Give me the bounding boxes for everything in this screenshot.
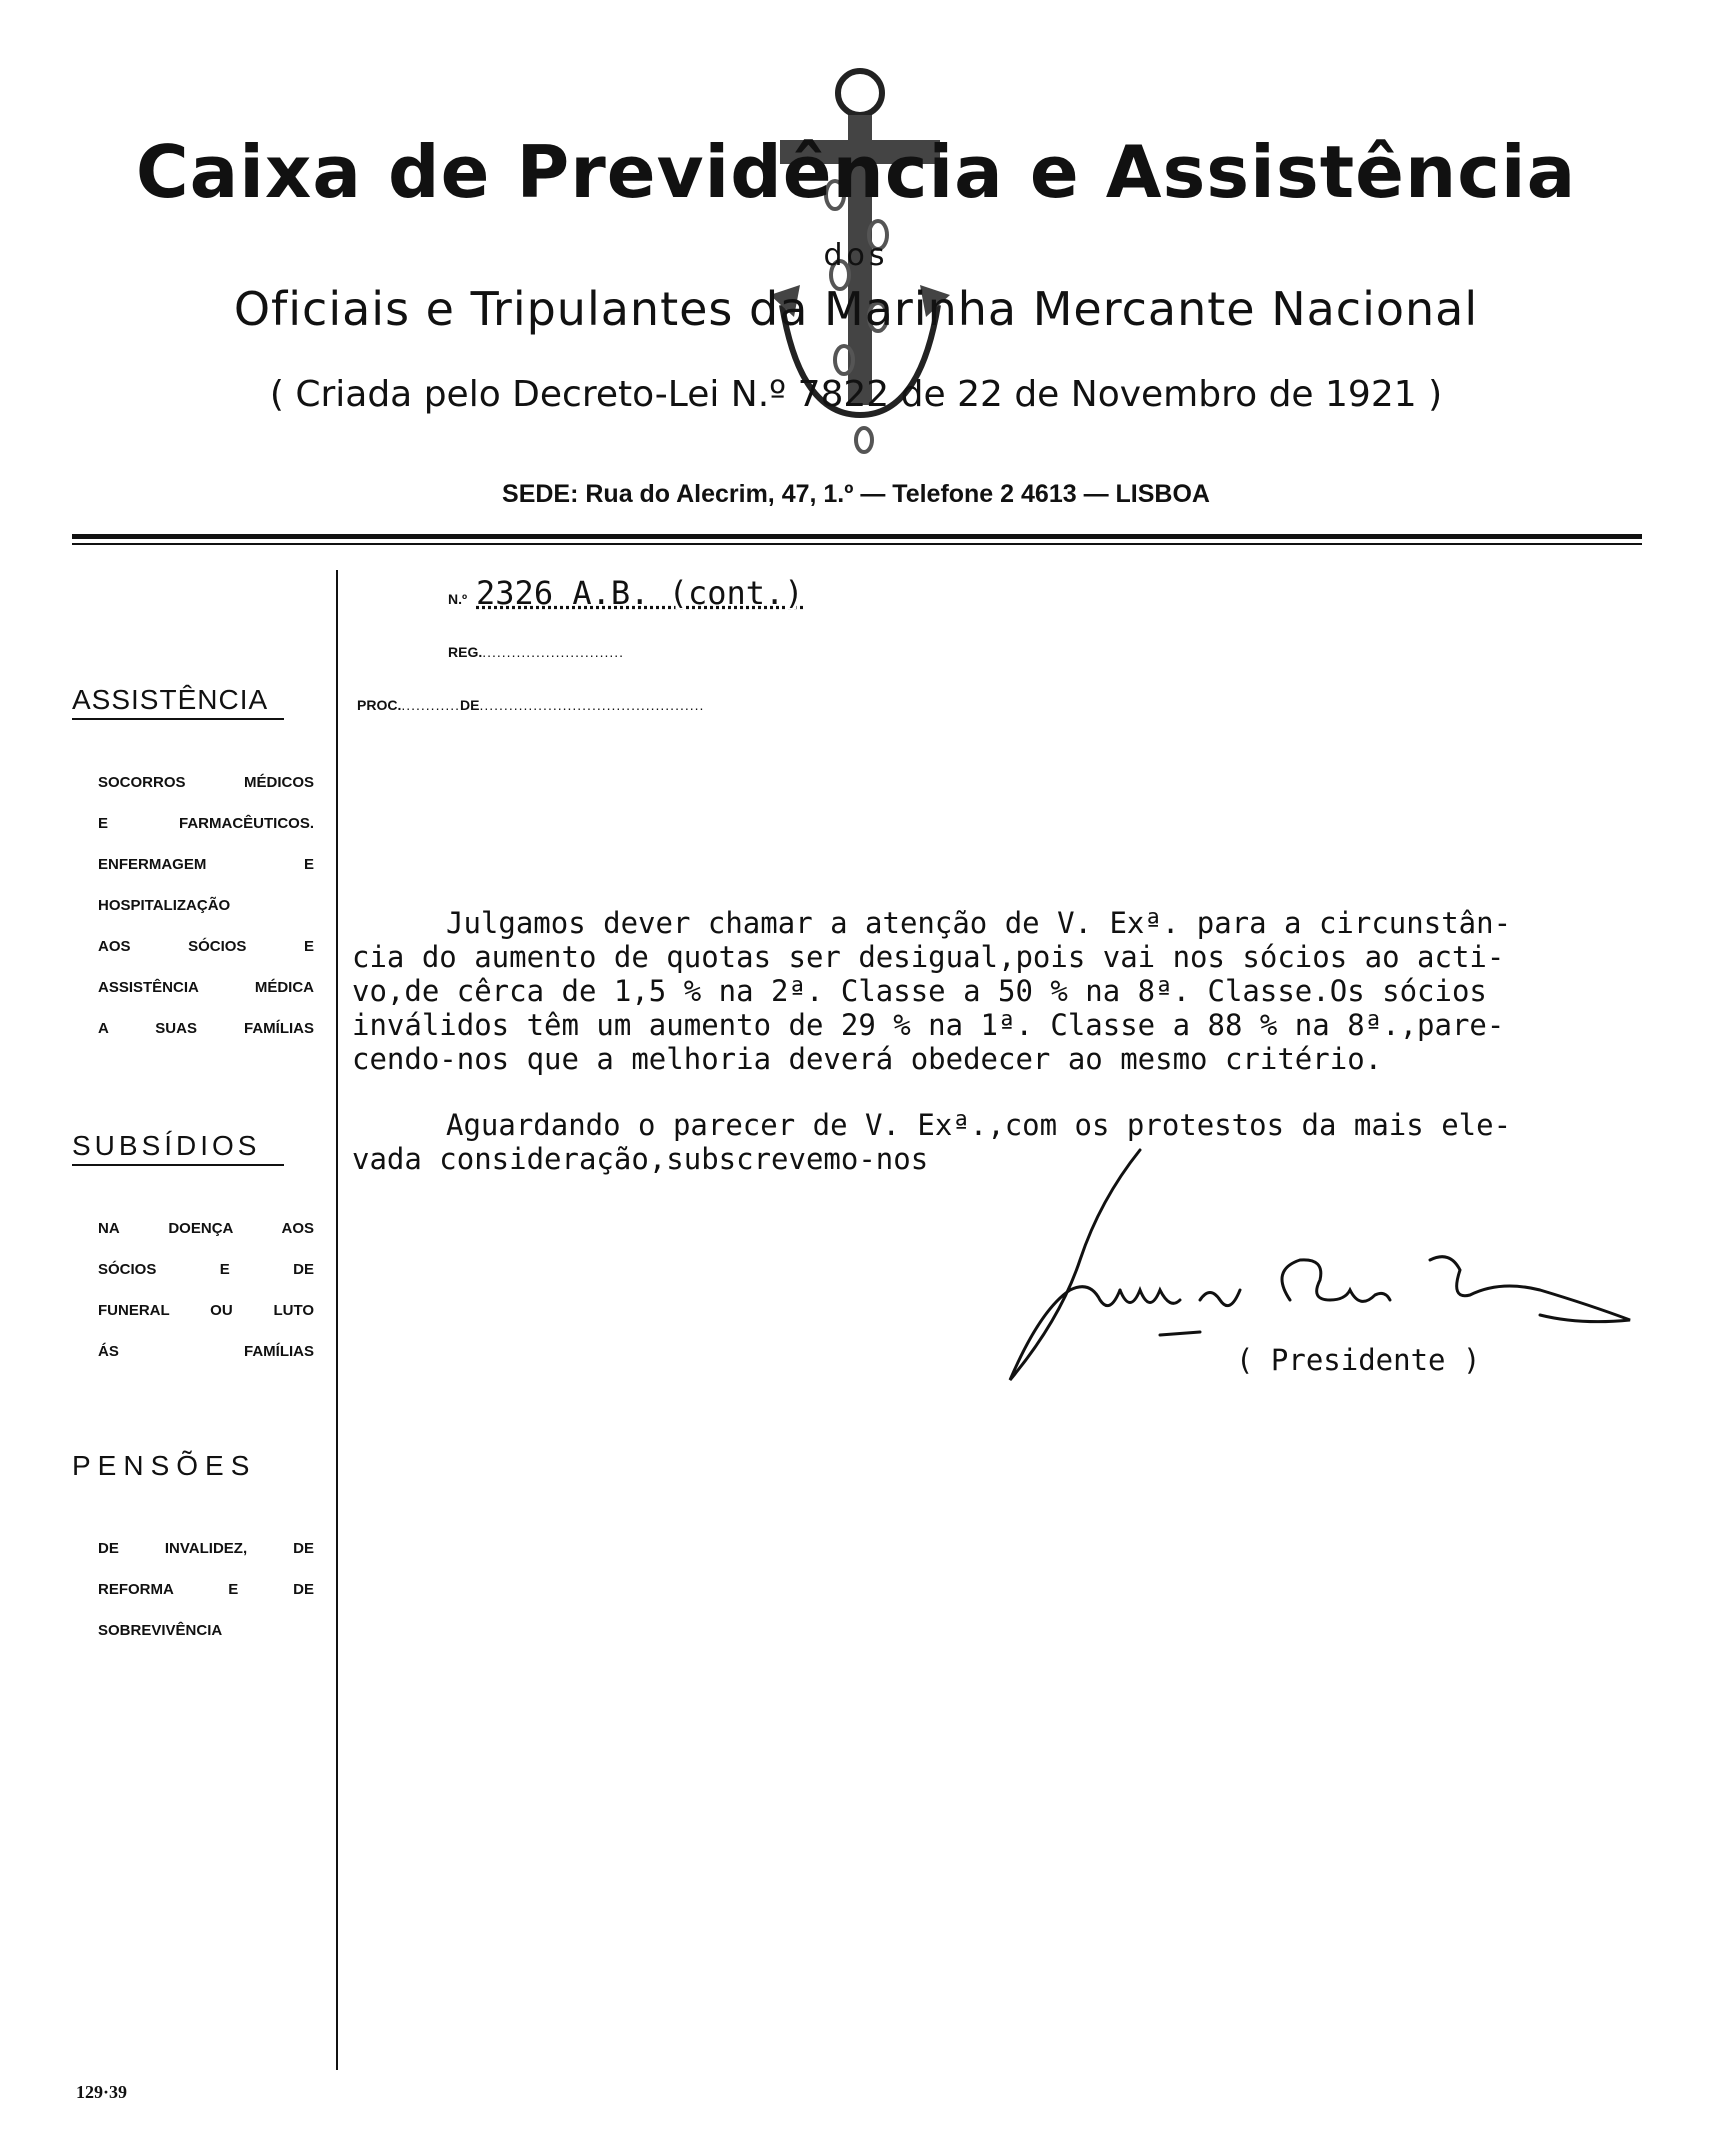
sidebar-item: A SUAS FAMÍLIAS — [98, 1020, 314, 1037]
header-rule-thin — [72, 543, 1642, 545]
process-row — [357, 697, 704, 715]
text-line: inválidos têm um aumento de 29 % na 1ª. Classe a 88 % na 8ª.,pare- — [352, 1008, 1505, 1042]
sidebar-item: ASSISTÊNCIA MÉDICA — [98, 979, 314, 996]
text-line: cendo-nos que a melhoria deverá obedecer ao mesmo critério. — [352, 1042, 1383, 1076]
sidebar-item: DE INVALIDEZ, DE — [98, 1540, 314, 1557]
headquarters-address: SEDE: Rua do Alecrim, 47, 1.º — Telefone 2 4613 — LISBOA — [502, 480, 1210, 508]
sidebar-item: SOCORROS MÉDICOS — [98, 774, 314, 791]
process-blank: ............ — [401, 697, 461, 713]
sidebar-item: ÁS FAMÍLIAS — [98, 1343, 314, 1360]
sidebar-heading-pensoes: PENSÕES — [72, 1450, 257, 1481]
sidebar-item: REFORMA E DE — [98, 1581, 314, 1598]
reference-number-value: 2326 A.B. (cont.) — [476, 574, 804, 612]
reference-number-label: N.º — [448, 591, 468, 607]
text-line: cia do aumento de quotas ser desigual,pois vai nos sócios ao acti- — [352, 940, 1505, 974]
text-line: vada consideração,subscrevemo-nos — [352, 1142, 929, 1176]
process-de-blank: .............................................. — [479, 697, 705, 713]
registration-blank: ............................. — [482, 644, 625, 660]
sidebar-heading-subsidios: SUBSÍDIOS — [72, 1130, 284, 1166]
sidebar-item: E FARMACÊUTICOS. — [98, 815, 314, 832]
process-label: PROC. — [357, 697, 402, 713]
institution-title: Caixa de Previdência e Assistência — [135, 130, 1577, 214]
signatory-title: ( Presidente ) — [1236, 1343, 1481, 1377]
sidebar-heading-assistencia: ASSISTÊNCIA — [72, 684, 284, 720]
text-line: vo,de cêrca de 1,5 % na 2ª. Classe a 50 % na 8ª. Classe.Os sócios — [352, 974, 1487, 1008]
sidebar-item: AOS SÓCIOS E — [98, 938, 314, 955]
sidebar-divider — [336, 570, 338, 2070]
sidebar-item: SÓCIOS E DE — [98, 1261, 314, 1278]
sidebar-item: NA DOENÇA AOS — [98, 1220, 314, 1237]
header-rule-thick — [72, 534, 1642, 539]
registration-row — [448, 644, 624, 662]
sidebar-item: ENFERMAGEM E — [98, 856, 314, 873]
institution-title-connector: dos — [823, 238, 889, 273]
letter-paragraph-1 — [352, 906, 1674, 1076]
sidebar-item: FUNERAL OU LUTO — [98, 1302, 314, 1319]
founding-decree: ( Criada pelo Decreto-Lei N.º 7822 de 22 de Novembro de 1921 ) — [269, 374, 1443, 415]
process-de-label: DE — [460, 697, 480, 713]
text-line: Julgamos dever chamar a atenção de V. Exª. para a circunstân- — [446, 906, 1512, 940]
registration-label: REG. — [448, 644, 483, 660]
institution-subtitle: Oficiais e Tripulantes da Marinha Mercante Nacional — [233, 282, 1479, 336]
sidebar-item: SOBREVIVÊNCIA — [98, 1622, 223, 1639]
reference-number-row — [448, 574, 804, 612]
form-code: 129·39 — [76, 2082, 128, 2102]
text-line: Aguardando o parecer de V. Exª.,com os protestos da mais ele- — [446, 1108, 1512, 1142]
sidebar-item: HOSPITALIZAÇÃO — [98, 897, 231, 914]
